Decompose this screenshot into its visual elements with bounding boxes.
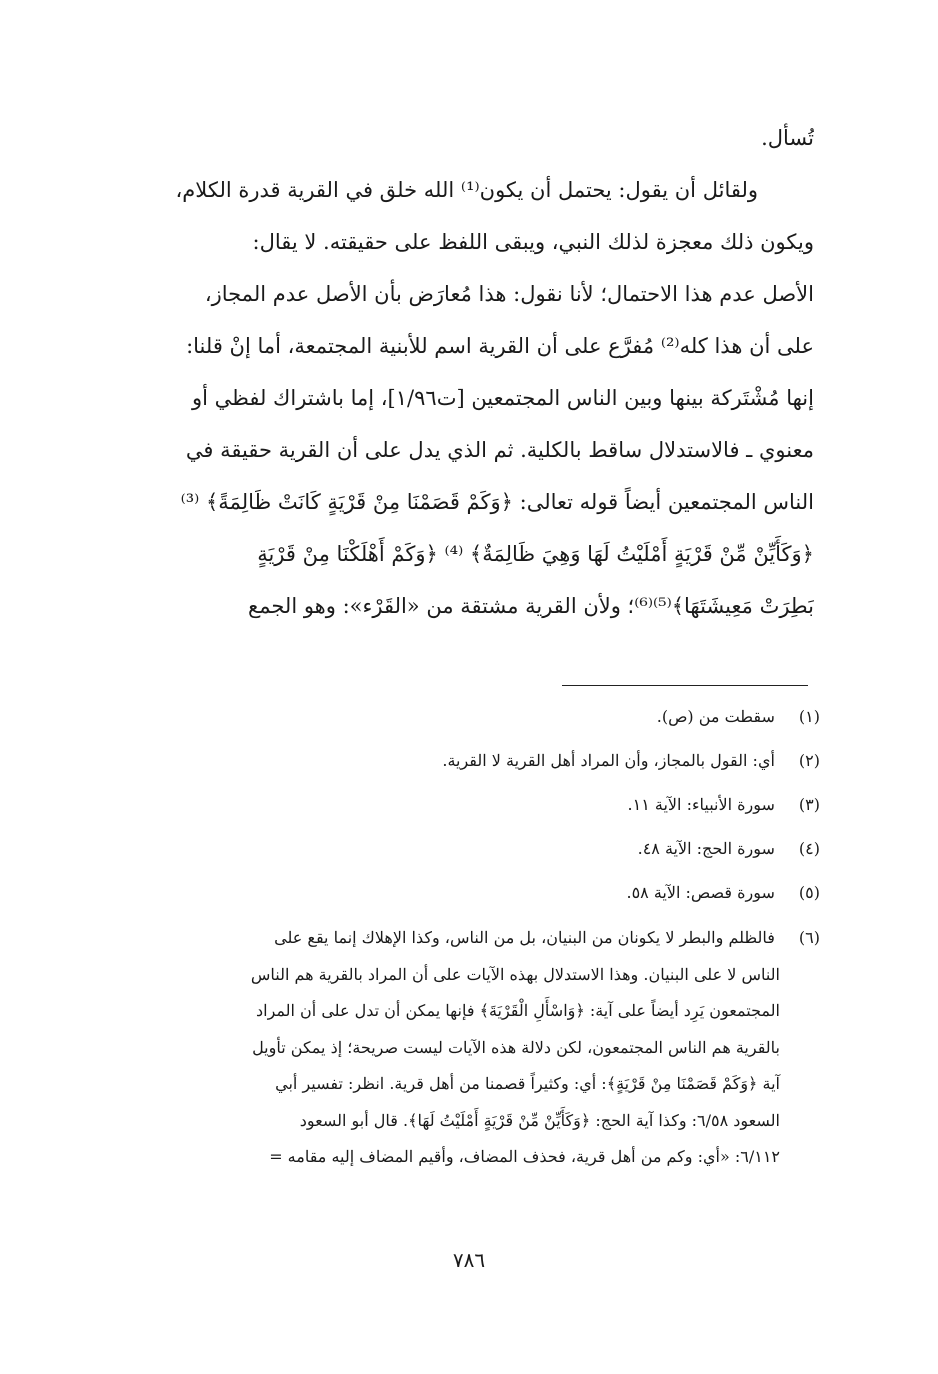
footnote-separator <box>562 685 808 686</box>
footnote-6-line-7: ٦/١١٢: «أي: وكم من أهل قرية، فحذف المضاف، وأقيم المضاف إليه مقامه = <box>269 1147 780 1166</box>
main-line-5: على أن هذا كله⁽²⁾ مُفرَّع على أن القرية اسم للأبنية المجتمعة، أما إنْ قلنا: <box>186 334 814 358</box>
footnote-text: سقطت من (ص). <box>656 707 775 726</box>
footnote-2 <box>128 744 820 788</box>
footnote-text: فالظلم والبطر لا يكونان من البنيان، بل من الناس، وكذا الإهلاك إنما يقع على <box>274 928 775 947</box>
page-number: ٧٨٦ <box>452 1248 486 1272</box>
footnote-6-line-3: المجتمعون يَرِد أيضاً على آية: ﴿وَاسْأَلِ الْقَرْيَةَ﴾ فإنها يمكن أن تدل على أن المراد <box>256 1001 780 1020</box>
footnote-number: (١) <box>798 707 820 726</box>
footnote-4 <box>128 832 820 876</box>
footnote-number: (٥) <box>798 883 820 902</box>
footnote-number: (٤) <box>798 839 820 858</box>
main-line-4: الأصل عدم هذا الاحتمال؛ لأنا نقول: هذا مُعارَض بأن الأصل عدم المجاز، <box>204 282 814 306</box>
main-line-7: معنوي ـ فالاستدلال ساقط بالكلية. ثم الذي يدل على أن القرية حقيقة في <box>185 438 814 462</box>
main-line-8: الناس المجتمعين أيضاً قوله تعالى: ﴿وَكَمْ قَصَمْنَا مِنْ قَرْيَةٍ كَانَتْ ظَالِمَةً﴾ ⁽³⁾ <box>180 490 814 514</box>
footnote-6 <box>128 920 820 1176</box>
footnote-6-line-5: آية ﴿وَكَمْ قَصَمْنَا مِنْ قَرْيَةٍ﴾: أي: وكثيراً قصمنا من أهل قرية. انظر: تفسير أبي <box>275 1074 780 1093</box>
main-line-1: تُسأل. <box>761 126 814 150</box>
main-line-10: بَطِرَتْ مَعِيشَتَهَا﴾⁽⁵⁾⁽⁶⁾؛ ولأن القرية مشتقة من «القَرْء»: وهو الجمع <box>248 594 814 618</box>
footnote-number: (٣) <box>798 795 820 814</box>
footnote-text: سورة الأنبياء: الآية ١١. <box>627 795 775 814</box>
main-line-2: ولقائل أن يقول: يحتمل أن يكون⁽¹⁾ الله خلق في القرية قدرة الكلام، <box>175 178 758 202</box>
footnote-1 <box>128 700 820 744</box>
footnote-6-line-6: السعود ٦/٥٨: وكذا آية الحج: ﴿وَكَأَيِّنْ مِّنْ قَرْيَةٍ أَمْلَيْتُ لَهَا﴾. قال أبو السعود <box>299 1110 780 1130</box>
footnote-5 <box>128 876 820 920</box>
footnote-number: (٢) <box>798 751 820 770</box>
footnote-3 <box>128 788 820 832</box>
main-text-block <box>128 112 814 632</box>
footnote-number: (٦) <box>798 928 820 947</box>
main-line-9: ﴿وَكَأَيِّنْ مِّنْ قَرْيَةٍ أَمْلَيْتُ لَهَا وَهِيَ ظَالِمَةٌ﴾ ⁽⁴⁾ ﴿وَكَمْ أَهْلَكْنَا مِنْ قَرْيَةٍ <box>257 542 814 566</box>
main-line-6: إنها مُشْتَركة بينها وبين الناس المجتمعين [ت١/٩٦]، إما باشتراك لفظي أو <box>191 386 814 410</box>
footnote-text: أي: القول بالمجاز، وأن المراد أهل القرية لا القرية. <box>442 751 775 770</box>
footnote-6-line-1 <box>128 920 820 957</box>
footnotes-block <box>128 700 820 1176</box>
footnote-text: سورة الحج: الآية ٤٨. <box>637 839 775 858</box>
footnote-text: سورة قصص: الآية ٥٨. <box>626 883 775 902</box>
footnote-6-line-2: الناس لا على البنيان. وهذا الاستدلال بهذه الآيات على أن المراد بالقرية هم الناس <box>250 964 780 984</box>
main-line-3: ويكون ذلك معجزة لذلك النبي، ويبقى اللفظ على حقيقته. لا يقال: <box>252 230 814 254</box>
footnote-6-line-4: بالقرية هم الناس المجتمعون، لكن دلالة هذه الآيات ليست صريحة؛ إذ يمكن تأويل <box>252 1037 780 1057</box>
